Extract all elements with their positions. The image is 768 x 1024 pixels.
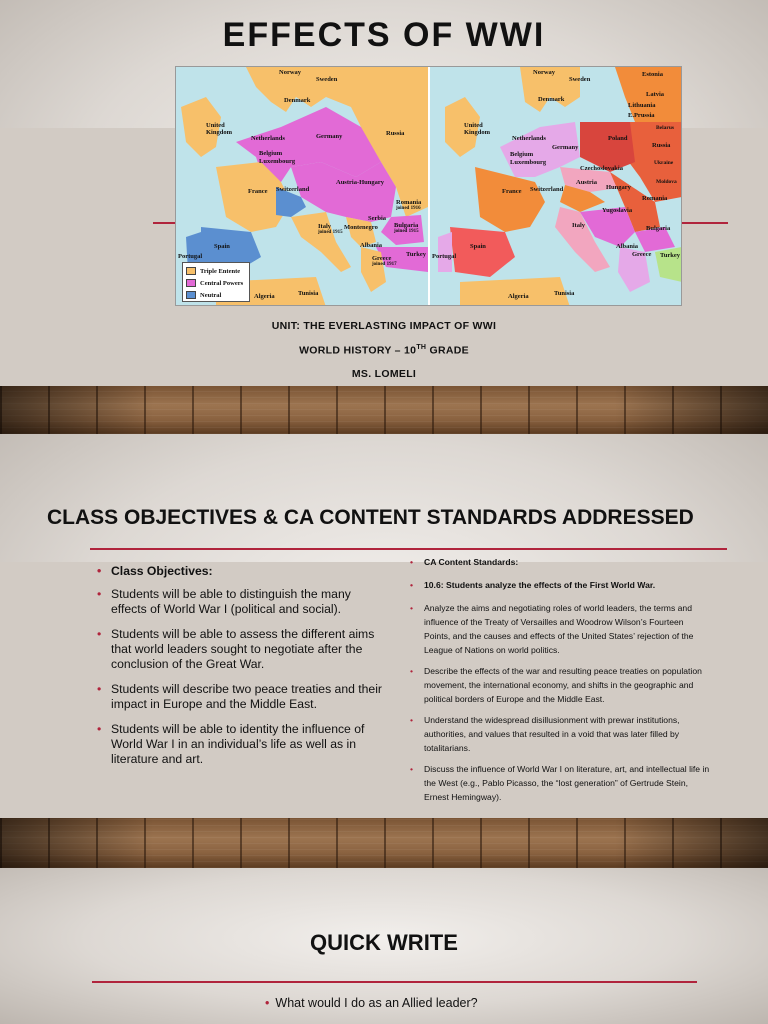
legend-label: Triple Entente bbox=[200, 267, 241, 275]
map-label: Belgium bbox=[510, 151, 534, 158]
map-label: Russia bbox=[386, 130, 405, 137]
objectives-heading: • Class Objectives: bbox=[97, 564, 387, 579]
objective-item: • Students will be able to assess the different aims that world leaders sought to negotiate after the conclusion of the Great War. bbox=[97, 627, 387, 672]
map-label: joined 1915 bbox=[318, 230, 343, 235]
map-label: Luxembourg bbox=[259, 158, 296, 165]
course-suffix: GRADE bbox=[426, 344, 469, 357]
objective-item: • Students will be able to distinguish the many effects of World War I (political and social). bbox=[97, 587, 387, 617]
map-legend bbox=[182, 262, 250, 302]
map-label: joined 1917 bbox=[372, 262, 397, 267]
slide-objectives bbox=[0, 434, 768, 818]
standard-item: • Describe the effects of the war and resulting peace treaties on population movement, the international economy, and shifts in the geographic and political borders of Europe and the Middle East. bbox=[410, 664, 712, 706]
map-label: Latvia bbox=[646, 91, 665, 98]
accent-rule bbox=[92, 981, 697, 983]
course-prefix: WORLD HISTORY – 10 bbox=[299, 344, 417, 357]
map-label: Romania bbox=[396, 199, 422, 206]
map-label: Russia bbox=[652, 142, 671, 149]
map-label: Netherlands bbox=[251, 135, 285, 142]
map-label: Austria bbox=[576, 179, 597, 186]
objectives-slide-title: CLASS OBJECTIVES & CA CONTENT STANDARDS ADDRESSED bbox=[47, 506, 694, 529]
map-label: Hungary bbox=[606, 184, 631, 191]
map-label: Spain bbox=[470, 243, 486, 250]
map-label: Yugoslavia bbox=[602, 207, 633, 214]
standard-main: • 10.6: Students analyze the effects of the First World War. bbox=[410, 578, 712, 592]
wood-floor-divider bbox=[0, 818, 768, 868]
map-label: Sweden bbox=[316, 76, 338, 83]
map-label: Albania bbox=[360, 242, 383, 249]
legend-item bbox=[186, 289, 246, 301]
map-label: Greece bbox=[632, 251, 652, 258]
accent-rule bbox=[90, 548, 727, 550]
map-label: France bbox=[502, 188, 522, 195]
map-label: Spain bbox=[214, 243, 230, 250]
map-label: Denmark bbox=[284, 97, 311, 104]
quick-write-title: QUICK WRITE bbox=[310, 930, 458, 955]
map-label: joined 1916 bbox=[396, 206, 421, 211]
map-label: Germany bbox=[316, 133, 343, 140]
map-label: Poland bbox=[608, 135, 628, 142]
map-label: Greece bbox=[372, 255, 392, 262]
standard-item: • Discuss the influence of World War I on literature, art, and intellectual life in the West (e.g., Pablo Picasso, the “lost generation” of Gertrude Stein, Ernest Hemingway). bbox=[410, 762, 712, 804]
legend-label: Neutral bbox=[200, 291, 222, 299]
map-label: Estonia bbox=[642, 71, 663, 78]
standard-item: • Understand the widespread disillusionment with prewar institutions, authorities, and values that resulted in a void that was later filled by totalitarians. bbox=[410, 713, 712, 755]
europe-map-image bbox=[175, 66, 682, 306]
course-subtitle bbox=[0, 344, 768, 357]
question-text: What would I do as an Allied leader? bbox=[275, 996, 478, 1010]
map-label: Portugal bbox=[432, 253, 457, 260]
map-label: Bulgaria bbox=[646, 225, 671, 232]
map-label: Algeria bbox=[508, 293, 529, 300]
slide-quick-write bbox=[0, 868, 768, 1024]
quick-write-question bbox=[265, 996, 478, 1010]
map-label: Netherlands bbox=[512, 135, 546, 142]
legend-item bbox=[186, 265, 246, 277]
standard-item: • Analyze the aims and negotiating roles of world leaders, the terms and influence of the Treaty of Versailles and Woodrow Wilson’s Fourteen Points, and the causes and effects of the United States’ rejection of the League of Nations on world politics. bbox=[410, 601, 712, 657]
class-objectives-list bbox=[97, 564, 387, 777]
map-label: Sweden bbox=[569, 76, 591, 83]
map-label: Czechoslovakia bbox=[580, 165, 623, 172]
map-label: United Kingdom bbox=[206, 122, 233, 136]
map-label: Norway bbox=[279, 69, 302, 76]
legend-swatch bbox=[186, 291, 196, 299]
map-label: Moldova bbox=[656, 179, 677, 185]
map-label: Belarus bbox=[656, 125, 675, 131]
standards-heading: • CA Content Standards: bbox=[410, 555, 712, 569]
map-label: Germany bbox=[552, 144, 579, 151]
map-label: Romania bbox=[642, 195, 668, 202]
map-label: Luxembourg bbox=[510, 159, 547, 166]
map-label: Switzerland bbox=[276, 186, 310, 193]
map-label: Montenegro bbox=[344, 224, 378, 231]
wood-floor-divider bbox=[0, 386, 768, 434]
map-label: United Kingdom bbox=[464, 122, 491, 136]
map-label: Belgium bbox=[259, 150, 283, 157]
map-label: Switzerland bbox=[530, 186, 564, 193]
legend-item bbox=[186, 277, 246, 289]
map-label: Algeria bbox=[254, 293, 275, 300]
map-label: E.Prussia bbox=[628, 112, 655, 119]
map-label: Norway bbox=[533, 69, 556, 76]
teacher-name: MS. LOMELI bbox=[351, 368, 417, 380]
map-label: Tunisia bbox=[554, 290, 575, 297]
legend-swatch bbox=[186, 279, 196, 287]
slide-title bbox=[0, 0, 768, 386]
map-label: Denmark bbox=[538, 96, 565, 103]
legend-swatch bbox=[186, 267, 196, 275]
map-label: Italy bbox=[318, 223, 331, 230]
map-label: Turkey bbox=[660, 252, 680, 259]
map-label: Albania bbox=[616, 243, 639, 250]
map-label: Italy bbox=[572, 222, 585, 229]
map-label: France bbox=[248, 188, 268, 195]
map-label: Lithuania bbox=[628, 102, 656, 109]
map-label: Tunisia bbox=[298, 290, 319, 297]
objective-item: • Students will be able to identity the influence of World War I in an individual’s life as well as in literature and art. bbox=[97, 722, 387, 767]
unit-subtitle: UNIT: THE EVERLASTING IMPACT OF WWI bbox=[271, 320, 497, 332]
slide-title-heading: EFFECTS OF WWI bbox=[222, 16, 546, 54]
map-label: Turkey bbox=[406, 251, 426, 258]
map-label: joined 1915 bbox=[394, 229, 419, 234]
map-label: Serbia bbox=[368, 215, 387, 222]
ca-standards-list bbox=[410, 555, 712, 811]
map-label: Ukraine bbox=[654, 160, 674, 166]
objective-item: • Students will describe two peace treaties and their impact in Europe and the Middle East. bbox=[97, 682, 387, 712]
map-label: Bulgaria bbox=[394, 222, 419, 229]
map-label: Austria-Hungary bbox=[336, 179, 385, 186]
legend-label: Central Powers bbox=[200, 279, 244, 287]
course-sup: TH bbox=[416, 344, 427, 351]
map-label: Portugal bbox=[178, 253, 203, 260]
bullet-icon: • bbox=[265, 996, 270, 1010]
